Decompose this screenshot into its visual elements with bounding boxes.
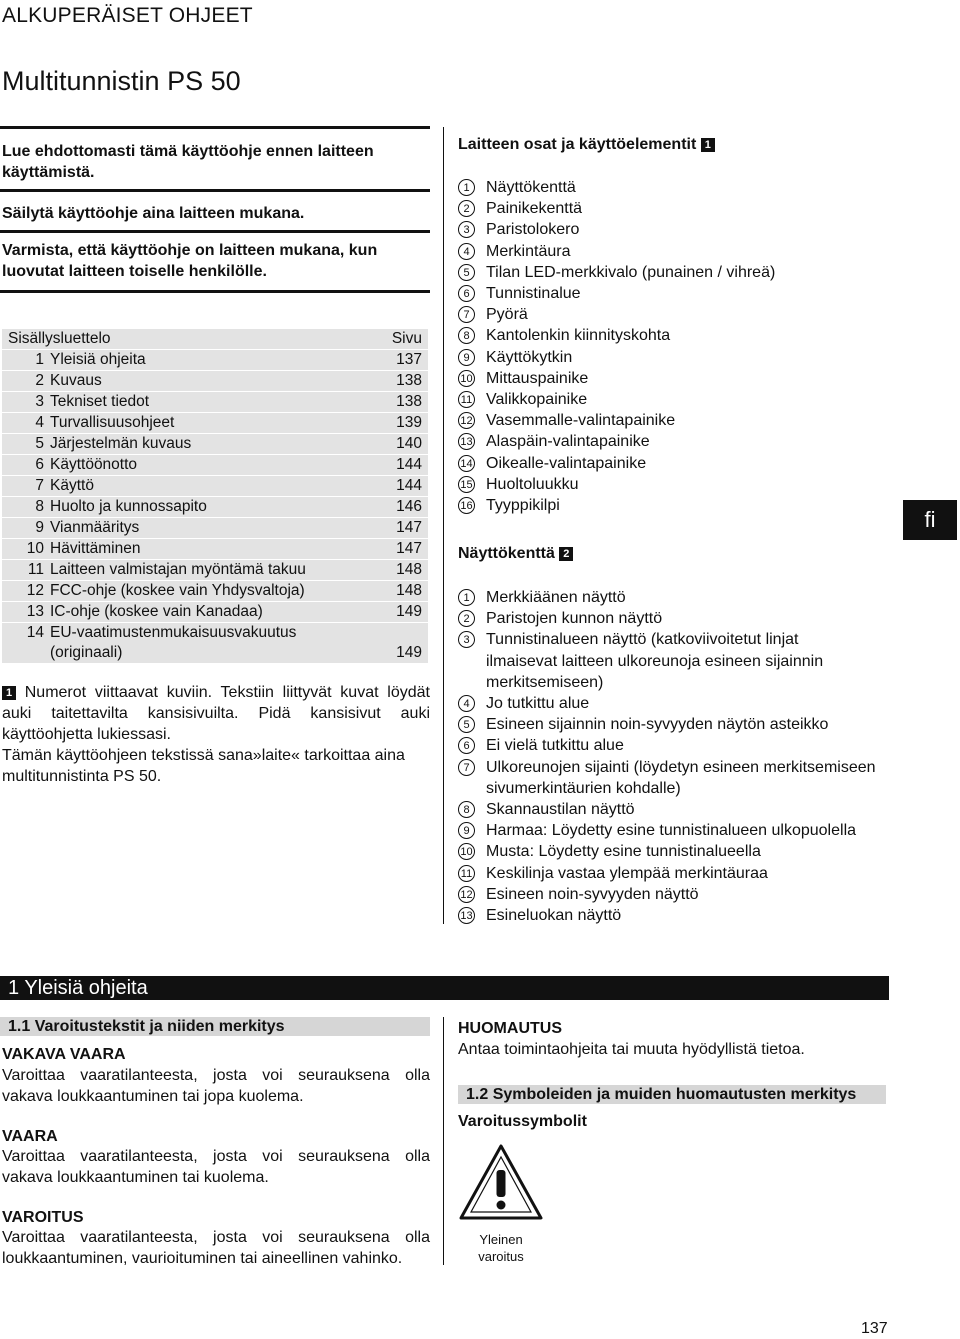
toc-page: 144 <box>396 456 422 473</box>
display-title: Näyttökenttä <box>458 545 555 562</box>
list-item-text: Tilan LED-merkkivalo (punainen / vihreä) <box>486 263 776 281</box>
list-item-text: Käyttökytkin <box>486 348 573 366</box>
list-item <box>458 219 898 240</box>
read-instructions-note: Lue ehdottomasti tämä käyttöohje ennen laitteen käyttämistä. <box>2 143 374 181</box>
callout-number: 11 <box>458 865 475 882</box>
toc-row[interactable] <box>2 560 428 581</box>
table-of-contents <box>2 329 428 664</box>
list-item <box>458 304 898 325</box>
list-item <box>458 693 883 714</box>
toc-row[interactable] <box>2 539 428 560</box>
callout-number: 1 <box>458 589 475 606</box>
callout-number: 3 <box>458 221 475 238</box>
toc-num: 1 <box>35 351 44 368</box>
toc-num: 5 <box>35 435 44 452</box>
callout-number: 3 <box>458 631 475 648</box>
callout-number: 9 <box>458 349 475 366</box>
toc-label: Käyttö <box>50 477 94 494</box>
toc-num: 4 <box>35 414 44 431</box>
list-item-text: Tunnistinalueen näyttö (katkoviivoitetut linjat ilmaisevat laitteen ulkoreunoja esineen sijainnin merkitsemiseen) <box>486 631 824 691</box>
list-item-text: Tunnistinalue <box>486 285 581 303</box>
toc-row[interactable] <box>2 392 428 413</box>
list-item-text: Keskilinja vastaa ylempää merkintäuraa <box>486 864 768 882</box>
toc-row[interactable] <box>2 623 428 664</box>
callout-number: 6 <box>458 285 475 302</box>
toc-label: Tekniset tiedot <box>50 393 150 410</box>
list-item <box>458 841 883 862</box>
list-item <box>458 495 898 516</box>
toc-page: 149 <box>396 644 422 661</box>
list-item-text: Huoltoluukku <box>486 475 579 493</box>
callout-number: 16 <box>458 497 475 514</box>
list-item-text: Musta: Löydetty esine tunnistinalueella <box>486 843 761 861</box>
callout-number: 15 <box>458 476 475 493</box>
toc-num: 7 <box>35 477 44 494</box>
list-item <box>458 241 898 262</box>
column-divider <box>443 1017 444 1265</box>
figure-note-text: Numerot viittaavat kuviin. Tekstiin liittyvät kuvat löydät auki taitettavilta kansisivuilta. Pidä kansisivut auki käyttöohjetta lukiessasi. <box>2 684 430 743</box>
toc-row[interactable] <box>2 602 428 623</box>
toc-page: 147 <box>396 519 422 536</box>
list-item <box>458 177 898 198</box>
figure-badge: 1 <box>701 138 715 152</box>
toc-page: 138 <box>396 372 422 389</box>
callout-number: 7 <box>458 759 475 776</box>
list-item-text: Ulkoreunojen sijainti (löydetyn esineen merkitsemiseen sivumerkintäurien kohdalle) <box>486 758 876 797</box>
warning-title: VAROITUS <box>2 1209 84 1226</box>
list-item <box>458 884 883 905</box>
list-item-text: Valikkopainike <box>486 391 588 409</box>
danger-text: Varoittaa vaaratilanteesta, josta voi seurauksena olla vakava loukkaantuminen tai kuolema. <box>2 1148 430 1186</box>
callout-number: 13 <box>458 433 475 450</box>
list-item-text: Painikekenttä <box>486 200 583 218</box>
divider <box>0 126 430 129</box>
toc-num: 14 <box>26 624 44 641</box>
list-item-text: Pyörä <box>486 306 528 324</box>
display-heading <box>458 543 573 564</box>
list-item <box>458 735 883 756</box>
note-title: HUOMAUTUS <box>458 1020 562 1037</box>
list-item <box>458 474 898 495</box>
list-item <box>458 431 898 452</box>
callout-number: 10 <box>458 370 475 387</box>
running-header: ALKUPERÄISET OHJEET <box>2 4 253 27</box>
figure-badge: 2 <box>559 547 573 561</box>
toc-row[interactable] <box>2 497 428 518</box>
callout-number: 12 <box>458 886 475 903</box>
column-divider <box>443 127 444 924</box>
list-item-text: Jo tutkittu alue <box>486 695 590 713</box>
toc-label: Hävittäminen <box>50 540 141 557</box>
list-item-text: Tyyppikilpi <box>486 497 560 515</box>
toc-num: 9 <box>35 519 44 536</box>
toc-page: 148 <box>396 561 422 578</box>
danger-severe-text: Varoittaa vaaratilanteesta, josta voi seurauksena olla vakava loukkaantuminen tai jopa kuolema. <box>2 1067 430 1105</box>
section-heading: 1 Yleisiä ohjeita <box>0 976 889 1000</box>
toc-label: Yleisiä ohjeita <box>50 351 146 368</box>
toc-page: 146 <box>396 498 422 515</box>
list-item <box>458 905 883 926</box>
toc-row[interactable] <box>2 413 428 434</box>
toc-label: Huolto ja kunnossapito <box>50 498 207 515</box>
toc-row[interactable] <box>2 350 428 371</box>
toc-page: 138 <box>396 393 422 410</box>
page-number: 137 <box>861 1320 888 1337</box>
callout-number: 1 <box>458 179 475 196</box>
list-item-text: Näyttökenttä <box>486 179 576 196</box>
toc-page: 144 <box>396 477 422 494</box>
toc-label: Vianmääritys <box>50 519 140 536</box>
toc-row[interactable] <box>2 455 428 476</box>
display-list <box>458 587 883 926</box>
list-item-text: Merkkiäänen näyttö <box>486 589 626 606</box>
callout-number: 12 <box>458 412 475 429</box>
list-item-text: Vasemmalle-valintapainike <box>486 412 676 430</box>
toc-header <box>2 329 428 350</box>
warning-text: Varoittaa vaaratilanteesta, josta voi seurauksena olla loukkaantuminen, vaurioituminen tai aineellinen vahinko. <box>2 1229 430 1267</box>
list-item-text: Ei vielä tutkittu alue <box>486 737 624 755</box>
callout-number: 10 <box>458 843 475 860</box>
warning-symbols-heading: Varoitussymbolit <box>458 1113 587 1130</box>
toc-row[interactable] <box>2 476 428 497</box>
callout-number: 7 <box>458 306 475 323</box>
toc-num: 10 <box>26 540 44 557</box>
list-item <box>458 410 898 431</box>
keep-manual-note: Säilytä käyttöohje aina laitteen mukana. <box>2 205 305 222</box>
toc-page: 149 <box>396 603 422 620</box>
list-item <box>458 757 878 799</box>
list-item <box>458 389 898 410</box>
figure-badge: 1 <box>2 686 16 700</box>
toc-heading: Sisällysluettelo <box>8 330 111 347</box>
toc-row[interactable] <box>2 518 428 539</box>
callout-number: 13 <box>458 907 475 924</box>
list-item-text: Esineluokan näyttö <box>486 907 622 925</box>
list-item <box>458 325 898 346</box>
toc-row[interactable] <box>2 581 428 602</box>
list-item <box>458 368 898 389</box>
parts-list <box>458 177 898 516</box>
parts-heading <box>458 134 715 155</box>
callout-number: 5 <box>458 716 475 733</box>
danger-severe-title: VAKAVA VAARA <box>2 1046 126 1063</box>
toc-num: 2 <box>35 372 44 389</box>
toc-page: 140 <box>396 435 422 452</box>
callout-number: 4 <box>458 695 475 712</box>
laite-note: Tämän käyttöohjeen tekstissä sana»laite« tarkoittaa aina multitunnistinta PS 50. <box>2 747 405 785</box>
list-item-text: Merkintäura <box>486 242 571 260</box>
toc-page-heading: Sivu <box>391 330 422 347</box>
list-item-text: Esineen sijainnin noin-syvyyden näytön asteikko <box>486 716 829 734</box>
note-text: Antaa toimintaohjeita tai muuta hyödyllistä tietoa. <box>458 1041 805 1058</box>
subsection-heading: 1.2 Symboleiden ja muiden huomautusten merkitys <box>458 1085 886 1104</box>
toc-label: EU-vaatimustenmukaisuusvakuutus <box>50 624 297 641</box>
figure-note <box>2 682 430 745</box>
callout-number: 6 <box>458 737 475 754</box>
toc-num: 11 <box>27 561 44 578</box>
callout-number: 8 <box>458 327 475 344</box>
callout-number: 8 <box>458 801 475 818</box>
list-item <box>458 347 898 368</box>
list-item <box>458 820 883 841</box>
toc-num: 12 <box>26 582 44 599</box>
toc-num: 6 <box>35 456 44 473</box>
callout-number: 4 <box>458 243 475 260</box>
toc-num: 13 <box>26 603 44 620</box>
list-item <box>458 863 883 884</box>
page-title: Multitunnistin PS 50 <box>2 66 241 96</box>
list-item <box>458 714 883 735</box>
list-item-text: Esineen noin-syvyyden näyttö <box>486 885 699 903</box>
toc-label: IC-ohje (koskee vain Kanadaa) <box>50 603 263 620</box>
list-item-text: Kantolenkin kiinnityskohta <box>486 327 671 345</box>
list-item-text: Alaspäin-valintapainike <box>486 433 650 451</box>
callout-number: 9 <box>458 822 475 839</box>
list-item <box>458 453 898 474</box>
list-item <box>458 262 898 283</box>
parts-title: Laitteen osat ja käyttöelementit <box>458 136 697 153</box>
list-item <box>458 629 874 693</box>
toc-label: Käyttöönotto <box>50 456 138 473</box>
toc-row[interactable] <box>2 371 428 392</box>
hand-over-note: Varmista, että käyttöohje on laitteen mukana, kun luovutat laitteen toiselle henkilölle. <box>2 242 378 280</box>
toc-num: 3 <box>35 393 44 410</box>
danger-title: VAARA <box>2 1128 58 1145</box>
list-item-text: Paristolokero <box>486 221 580 239</box>
list-item <box>458 198 898 219</box>
subsection-heading: 1.1 Varoitustekstit ja niiden merkitys <box>0 1017 430 1036</box>
divider <box>0 230 430 233</box>
divider <box>0 290 430 293</box>
callout-number: 14 <box>458 455 475 472</box>
list-item-text: Harmaa: Löydetty esine tunnistinalueen ulkopuolella <box>486 822 857 840</box>
toc-num: 8 <box>35 498 44 515</box>
toc-label: FCC-ohje (koskee vain Yhdysvaltoja) <box>50 582 305 599</box>
toc-label: Laitteen valmistajan myöntämä takuu <box>50 561 306 578</box>
symbol-caption: Yleinen varoitus <box>478 1232 524 1264</box>
toc-page: 147 <box>396 540 422 557</box>
list-item-text: Oikealle-valintapainike <box>486 454 647 472</box>
list-item <box>458 587 883 608</box>
toc-label-continued: (originaali) <box>50 644 123 661</box>
list-item-text: Mittauspainike <box>486 369 589 387</box>
toc-label: Kuvaus <box>50 372 102 389</box>
callout-number: 11 <box>458 391 475 408</box>
toc-page: 137 <box>396 351 422 368</box>
callout-number: 2 <box>458 200 475 217</box>
warning-triangle-icon <box>458 1143 544 1221</box>
list-item <box>458 799 883 820</box>
divider <box>0 189 430 192</box>
callout-number: 5 <box>458 264 475 281</box>
toc-page: 148 <box>396 582 422 599</box>
list-item <box>458 283 898 304</box>
toc-label: Järjestelmän kuvaus <box>50 435 192 452</box>
toc-page: 139 <box>396 414 422 431</box>
callout-number: 2 <box>458 610 475 627</box>
list-item-text: Skannaustilan näyttö <box>486 801 635 819</box>
language-tab: fi <box>903 500 957 540</box>
list-item-text: Paristojen kunnon näyttö <box>486 610 663 628</box>
toc-label: Turvallisuusohjeet <box>50 414 175 431</box>
toc-row[interactable] <box>2 434 428 455</box>
list-item <box>458 608 883 629</box>
